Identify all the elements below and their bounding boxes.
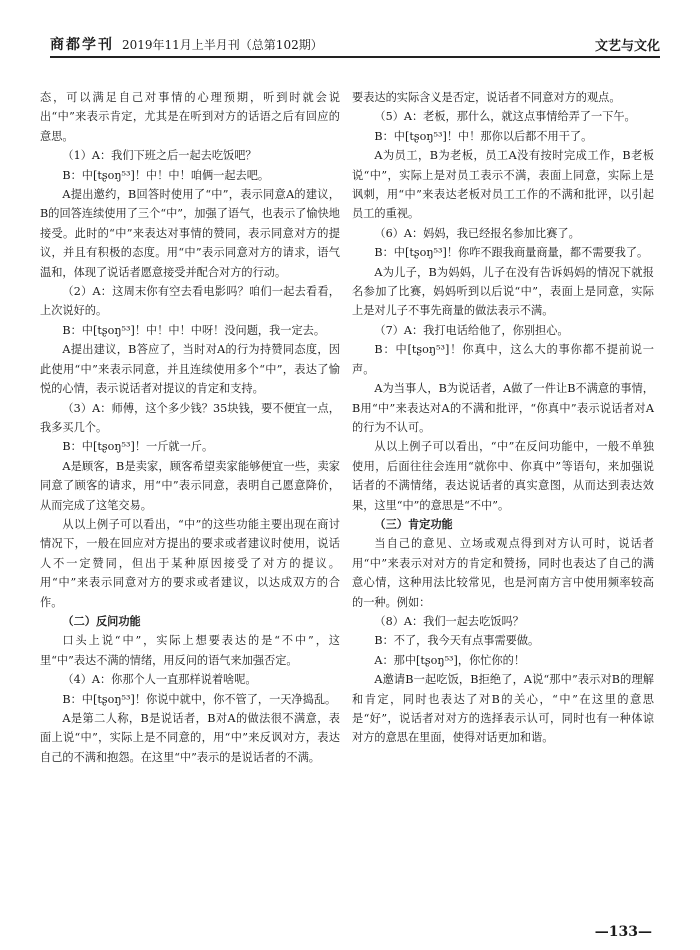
section-title: 文艺与文化 bbox=[594, 39, 660, 54]
issue-info: 2019年11月上半月刊（总第102期） bbox=[122, 38, 323, 52]
paragraph: B：中[tʂoŋ⁵³]！中！那你以后都不用干了。 bbox=[374, 129, 593, 143]
page-number: —133— bbox=[594, 924, 652, 940]
paragraph: 从以上例子可以看出，“中”的这些功能主要出现在商讨情况下，一般在回应对方提出的要求或者建议时使用，说话人不一定赞同，但出于某种原因接受了对方的提议。用“中”来表示同意对方的要求或者建议，以达成双方的合作。 bbox=[40, 517, 340, 609]
paragraph: （2）A：这周末你有空去看电影吗？咱们一起去看看，上次说好的。 bbox=[40, 285, 340, 318]
paragraph: B：中[tʂoŋ⁵³]！中！中！咱俩一起去吧。 bbox=[62, 168, 270, 182]
section-heading: （二）反问功能 bbox=[62, 613, 141, 628]
paragraph: （5）A：老板，那什么，就这点事情给弄了一下午。 bbox=[374, 110, 636, 124]
page-header bbox=[50, 34, 660, 58]
paragraph: A提出邀约，B回答时使用了“中”，表示同意A的建议，B的回答连续使用了三个“中”，加强了语气，也表示了愉快地接受。此时的“中”来表达对事情的赞同，表示同意对方的提议，并且有积极的态度。用“中”表示同意对方的请求，语气温和，体现了说话者愿意接受并配合对方的行动。 bbox=[40, 188, 340, 279]
paragraph: 要表达的实际含义是否定，说话者不同意对方的观点。 bbox=[352, 91, 621, 104]
paragraph: A提出建议，B答应了，当时对A的行为持赞同态度，因此使用“中”来表示同意，并且连续使用多个“中”，表达了愉悦的心情，表示说话者对提议的肯定和支持。 bbox=[40, 343, 340, 396]
paragraph: A为当事人，B为说话者，A做了一件让B不满意的事情，B用“中”来表达对A的不满和批评，“你真中”表示说话者对A的行为不认可。 bbox=[352, 382, 654, 434]
paragraph: （4）A：你那个人一直那样说着啥呢。 bbox=[62, 673, 257, 687]
paragraph: 从以上例子可以看出，“中”在反问功能中，一般不单独使用，后面往往会连用“就你中、你真中”等语句，来加强说话者的不满情绪，表达说话者的真实意图，从而达到表达效果，这里“中”的意思是“不中”。 bbox=[352, 440, 654, 512]
paragraph: （1）A：我们下班之后一起去吃饭吧？ bbox=[62, 149, 257, 163]
paragraph: B：中[tʂoŋ⁵³]！中！中！中呀！没问题，我一定去。 bbox=[62, 323, 326, 337]
paragraph: A是第二人称，B是说话者，B对A的做法很不满意，表面上说“中”，实际上是不同意的，用“中”来反讽对方，表达自己的不满和抱怨。在这里“中”表示的是说话者的不满。 bbox=[40, 712, 340, 764]
paragraph: （6）A：妈妈，我已经报名参加比赛了。 bbox=[374, 226, 580, 240]
section-heading: （三）肯定功能 bbox=[374, 516, 453, 531]
paragraph: A为员工，B为老板，员工A没有按时完成工作，B老板说“中”，实际上是对员工表示不满，表面上同意，实际上是讽刺，用“中”来表达老板对员工工作的不满和批评，以引起员工的重视。 bbox=[352, 149, 654, 221]
header-left bbox=[50, 34, 323, 56]
journal-brand: 商都学刊 bbox=[50, 37, 114, 53]
paragraph: A是顾客，B是卖家，顾客希望卖家能够便宜一些，卖家同意了顾客的请求，用“中”表示同意，表明自己愿意降价，从而完成了这笔交易。 bbox=[40, 459, 340, 512]
paragraph: 口头上说“中”，实际上想要表达的是“不中”，这里“中”表达不满的情绪，用反问的语气来加强否定。 bbox=[40, 634, 340, 667]
paragraph: B：不了，我今天有点事需要做。 bbox=[374, 634, 540, 648]
paragraph: B：中[tʂoŋ⁵³]！一斤就一斤。 bbox=[62, 440, 214, 454]
right-column bbox=[352, 88, 654, 748]
paragraph: （8）A：我们一起去吃饭吗？ bbox=[374, 614, 524, 628]
paragraph: A邀请B一起吃饭，B拒绝了，A说“那中”表示对B的理解和肯定，同时也表达了对B的关心，“中”在这里的意思是“好”，说话者对对方的选择表示认可，同时也有一种体谅对方的意思在里面，使得对话更加和谐。 bbox=[352, 673, 654, 745]
paragraph: A：那中[tʂoŋ⁵³]，你忙你的！ bbox=[374, 653, 526, 667]
paragraph: 态，可以满足自己对事情的心理预期，听到时就会说出“中”来表示肯定，尤其是在听到对方的话语之后有回应的意思。 bbox=[40, 91, 340, 143]
paragraph: B：中[tʂoŋ⁵³]！你咋不跟我商量商量，都不需要我了。 bbox=[374, 246, 649, 260]
paragraph: B：中[tʂoŋ⁵³]！你真中，这么大的事你都不提前说一声。 bbox=[352, 343, 654, 376]
paragraph: （3）A：师傅，这个多少钱？35块钱，要不便宜一点，我多买几个。 bbox=[40, 401, 340, 434]
paragraph: （7）A：我打电话给他了，你别担心。 bbox=[374, 323, 569, 337]
paragraph: A为儿子，B为妈妈，儿子在没有告诉妈妈的情况下就报名参加了比赛，妈妈听到以后说“中”，表面上是同意，实际上是对儿子不事先商量的做法表示不满。 bbox=[352, 265, 654, 318]
paragraph: B：中[tʂoŋ⁵³]！你说中就中，你不管了，一天净捣乱。 bbox=[62, 692, 337, 706]
paragraph: 当自己的意见、立场或观点得到对方认可时，说话者用“中”来表示对对方的肯定和赞扬，同时也表达了自己的满意心情，这种用法比较常见，也是河南方言中使用频率较高的一种。例如： bbox=[352, 537, 654, 609]
left-column bbox=[40, 88, 340, 767]
